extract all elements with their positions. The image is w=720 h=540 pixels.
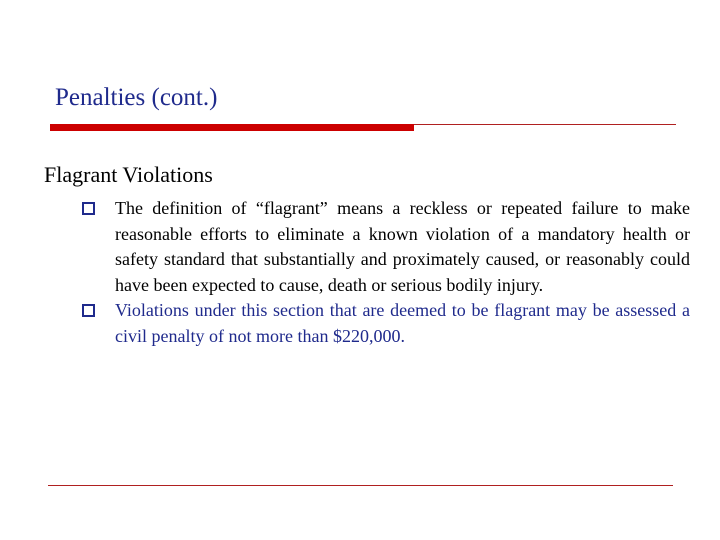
square-bullet-icon — [82, 304, 95, 317]
section-heading: Flagrant Violations — [44, 162, 213, 187]
bullet-text: Violations under this section that are deemed to be flagrant may be assessed a civil penalty of not more than $220,000. — [115, 300, 690, 346]
bullet-item-penalty — [82, 298, 690, 349]
bullet-list — [82, 196, 690, 349]
title-accent-bar — [50, 124, 414, 131]
bullet-item-definition — [82, 196, 690, 298]
square-bullet-icon — [82, 202, 95, 215]
slide-title: Penalties (cont.) — [55, 84, 218, 111]
bullet-text: The definition of “flagrant” means a reckless or repeated failure to make reasonable efforts to eliminate a known violation of a mandatory health or safety standard that substantially and proximately caused, or reasonably could have been expected to cause, death or serious bodily injury. — [115, 198, 690, 295]
footer-rule-line — [48, 485, 673, 486]
title-rule-line — [414, 124, 676, 125]
